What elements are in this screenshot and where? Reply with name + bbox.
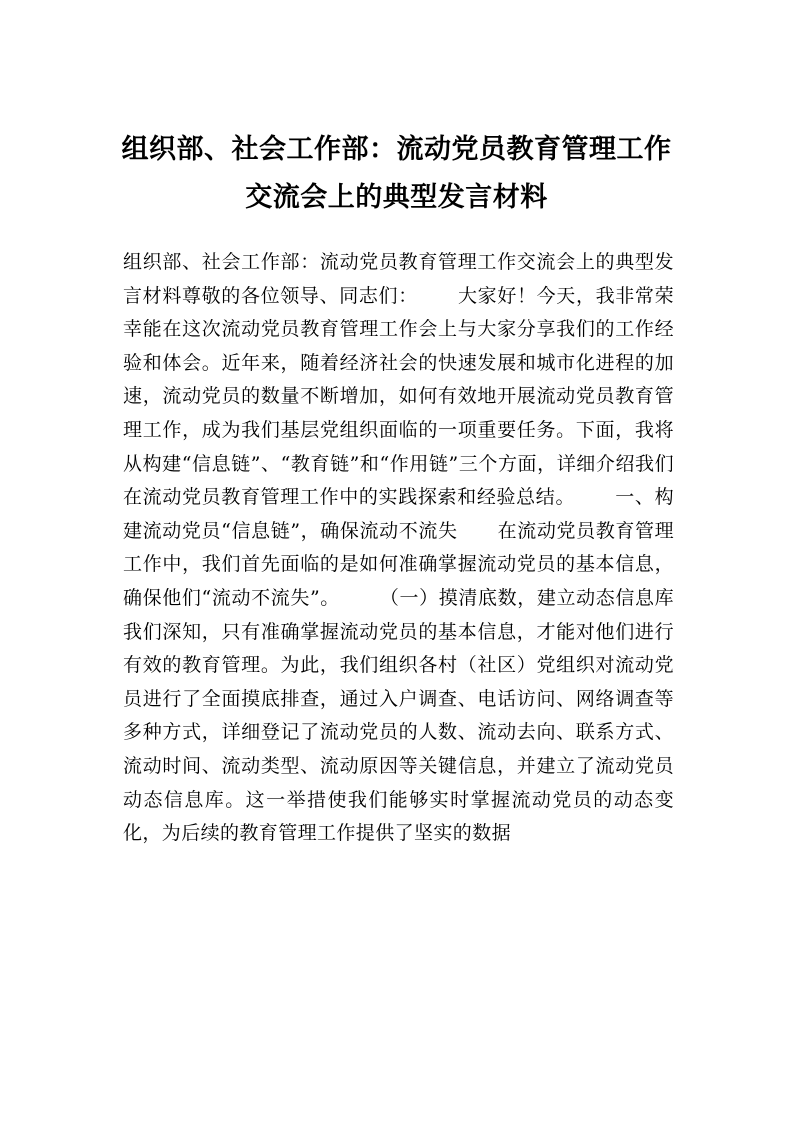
document-body: 组织部、社会工作部：流动党员教育管理工作交流会上的典型发言材料尊敬的各位领导、同志们： 大家好！今天，我非常荣幸能在这次流动党员教育管理工作会上与大家分享我们的工作经验和体会。近年来，随着经济社会的快速发展和城市化进程的加速，流动党员的数量不断增加，如何有效地开展流动党员教育管理工作，成为我们基层党组织面临的一项重要任务。下面，我将从构建“信息链”、“教育链”和“作用链”三个方面，详细介绍我们在流动党员教育管理工作中的实践探索和经验总结。 一、构建流动党员“信息链”，确保流动不流失 在流动党员教育管理工作中，我们首先面临的是如何准确掌握流动党员的基本信息，确保他们“流动不流失”。 （一）摸清底数，建立动态信息库 我们深知，只有准确掌握流动党员的基本信息，才能对他们进行有效的教育管理。为此，我们组织各村（社区）党组织对流动党员进行了全面摸底排查，通过入户调查、电话访问、网络调查等多种方式，详细登记了流动党员的人数、流动去向、联系方式、流动时间、流动类型、流动原因等关键信息，并建立了流动党员动态信息库。这一举措使我们能够实时掌握流动党员的动态变化，为后续的教育管理工作提供了坚实的数据 [123, 251, 713, 845]
document-title: 组织部、社会工作部：流动党员教育管理工作交流会上的典型发言材料 [121, 134, 672, 213]
